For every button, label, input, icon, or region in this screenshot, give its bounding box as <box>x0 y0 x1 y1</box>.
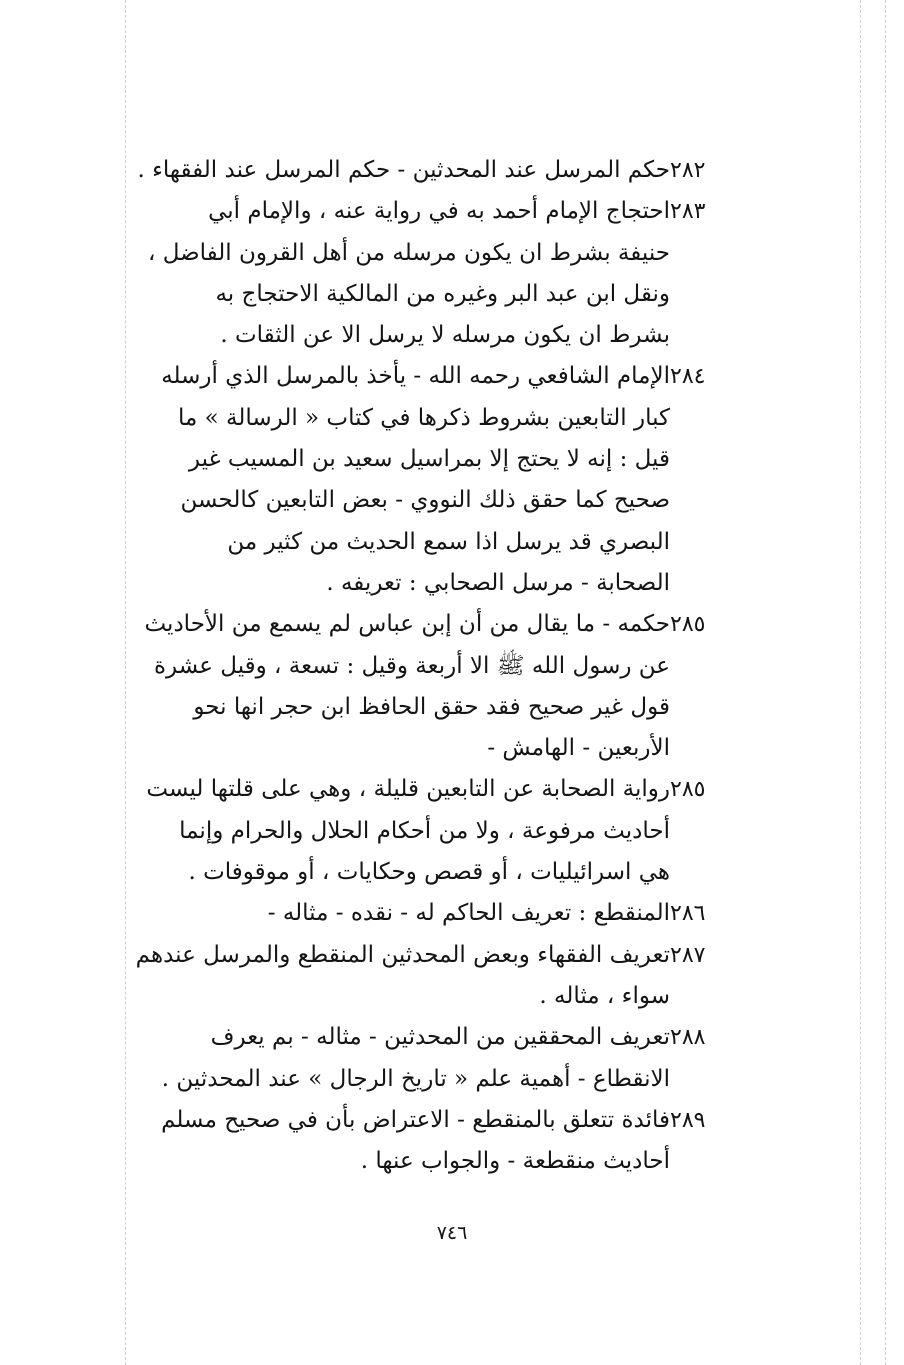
toc-entry-page-number: ٢٨٧ <box>670 942 706 968</box>
toc-entry-line: صحيح كما حقق ذلك النووي - بعض التابعين كالحسن <box>180 487 670 514</box>
toc-entry <box>130 604 830 769</box>
toc-entry-page-column <box>670 150 830 191</box>
toc-entry-line: تعريف المحققين من المحدثين - مثاله - بم يعرف <box>210 1024 670 1051</box>
toc-entry-text <box>130 1017 670 1100</box>
scan-fold-line <box>860 0 861 1365</box>
toc-entry-page-number: ٢٨٩ <box>670 1107 706 1133</box>
scan-fold-line <box>885 0 886 1365</box>
toc-entry-line: رواية الصحابة عن التابعين قليلة ، وهي على قلتها ليست <box>146 776 670 803</box>
toc-entry-line: قول غير صحيح فقد حقق الحافظ ابن حجر انها نحو <box>193 693 670 720</box>
toc-entry-line: تعريف الفقهاء وبعض المحدثين المنقطع والمرسل عندهم <box>135 941 670 968</box>
toc-entry-page-number: ٢٨٤ <box>670 364 706 390</box>
toc-entry-line: ونقل ابن عبد البر وغيره من المالكية الاحتجاج به <box>215 280 670 307</box>
toc-entry-text <box>130 191 670 356</box>
page-number: ٧٤٦ <box>436 1222 468 1244</box>
toc-entry <box>130 191 830 356</box>
toc-entry-text <box>130 769 670 893</box>
toc-entry <box>130 1017 830 1100</box>
toc-entry-page-number: ٢٨٨ <box>670 1025 706 1051</box>
toc-entry-text <box>130 1100 670 1183</box>
toc-entry-line: الأربعين - الهامش - <box>487 735 670 762</box>
toc-entry-line: الانقطاع - أهمية علم « تاريخ الرجال » عند المحدثين . <box>161 1065 670 1092</box>
toc-entry-line: فائدة تتعلق بالمنقطع - الاعتراض بأن في صحيح مسلم <box>161 1106 670 1133</box>
toc-entry-page-column <box>670 893 830 934</box>
toc-entry-line: سواء ، مثاله . <box>539 982 670 1009</box>
toc-entry-line: الصحابة - مرسل الصحابي : تعريفه . <box>326 569 670 596</box>
toc-entry-page-column <box>670 769 830 810</box>
toc-entry-line: المنقطع : تعريف الحاكم له - نقده - مثاله - <box>267 900 670 927</box>
toc-entry-page-column <box>670 604 830 645</box>
toc-entry-line: قيل : إنه لا يحتج إلا بمراسيل سعيد بن المسيب غير <box>188 446 670 473</box>
toc-entry-line: حكمه - ما يقال من أن إبن عباس لم يسمع من الأحاديث <box>144 611 670 638</box>
toc-entry-line: عن رسول الله ﷺ الا أربعة وقيل : تسعة ، وقيل عشرة <box>153 652 670 679</box>
toc-entry-text <box>130 604 670 769</box>
toc-entry-page-number: ٢٨٢ <box>670 158 706 183</box>
toc-entry-line: أحاديث مرفوعة ، ولا من أحكام الحلال والحرام وإنما <box>179 817 670 844</box>
toc-entry-line: أحاديث منقطعة - والجواب عنها . <box>360 1148 670 1175</box>
toc-entry <box>130 769 830 893</box>
toc-entry-page-column <box>670 1017 830 1058</box>
toc-entry-text <box>130 150 670 191</box>
toc-entry-page-column <box>670 935 830 976</box>
toc-entry-text <box>130 893 670 934</box>
toc-entry-page-column <box>670 191 830 232</box>
scan-fold-line <box>125 0 126 1365</box>
toc-entry <box>130 893 830 934</box>
toc-entry-page-column <box>670 356 830 397</box>
toc-entry-page-number: ٢٨٥ <box>670 612 706 638</box>
toc-entry-page-column <box>670 1100 830 1141</box>
toc-entry-page-number: ٢٨٣ <box>670 199 706 225</box>
toc-entry-line: الإمام الشافعي رحمه الله - يأخذ بالمرسل الذي أرسله <box>161 363 670 390</box>
toc-entry <box>130 356 830 604</box>
toc-entry-text <box>130 935 670 1018</box>
toc-entry <box>130 935 830 1018</box>
toc-entry-line: احتجاج الإمام أحمد به في رواية عنه ، والإمام أبي <box>208 198 670 225</box>
toc-entry <box>130 150 830 191</box>
toc-entry-line: هي اسرائيليات ، أو قصص وحكايات ، أو موقوفات . <box>188 859 670 886</box>
toc-entry-line: حنيفة بشرط ان يكون مرسله من أهل القرون الفاضل ، <box>147 239 670 266</box>
table-of-contents <box>130 150 830 1182</box>
toc-entry-line: حكم المرسل عند المحدثين - حكم المرسل عند الفقهاء . <box>137 157 670 183</box>
toc-entry-line: البصري قد يرسل اذا سمع الحديث من كثير من <box>227 528 670 555</box>
toc-entry-text <box>130 356 670 604</box>
toc-entry-line: بشرط ان يكون مرسله لا يرسل الا عن الثقات . <box>220 322 670 349</box>
toc-entry <box>130 1100 830 1183</box>
toc-entry-page-number: ٢٨٥ <box>670 777 706 803</box>
toc-entry-line: كبار التابعين بشروط ذكرها في كتاب « الرسالة » ما <box>178 404 670 431</box>
toc-entry-page-number: ٢٨٦ <box>670 901 706 927</box>
